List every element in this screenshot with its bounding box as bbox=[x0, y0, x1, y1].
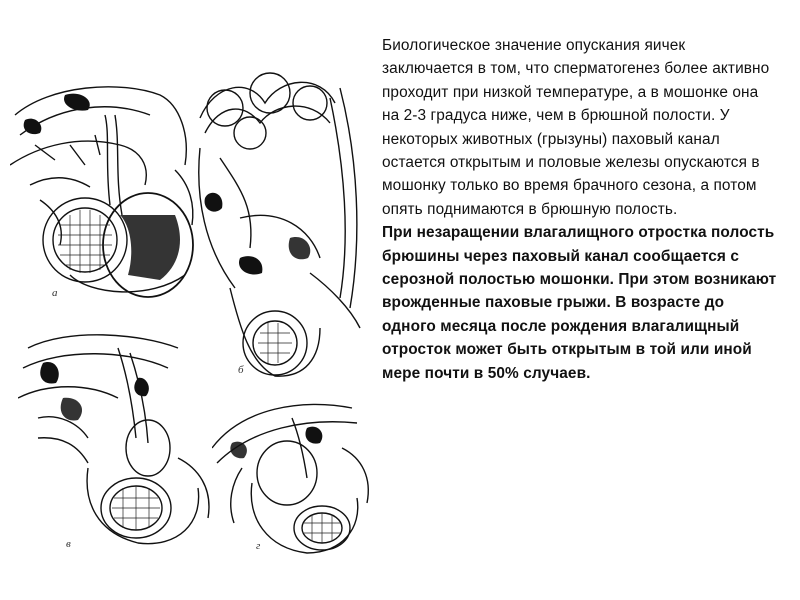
figure-label-c: в bbox=[66, 538, 71, 550]
figure-label-d: г bbox=[256, 540, 261, 552]
illustration-a bbox=[10, 75, 200, 300]
figure-label-a: а bbox=[52, 287, 58, 299]
illustration-c bbox=[18, 328, 218, 553]
paragraph-hernia: При незаращении влагалищного отростка полость брюшины через паховый канал сообщается с серозной полостью мошонки. При этом возникают врожденные паховые грыжи. В возрасте до одного месяца после рождения влагалищный отросток может быть открытым в той или иной мере почти в 50% случаев. bbox=[382, 224, 777, 382]
anatomical-illustrations bbox=[0, 0, 375, 600]
illustration-d bbox=[212, 388, 377, 558]
body-text bbox=[382, 34, 777, 385]
paragraph-biological-significance: Биологическое значение опускания яичек заключается в том, что сперматогенез более активно проходит при низкой температуре, а в мошонке она на 2-3 градуса ниже, чем в брюшной полости. У некоторых животных (грызуны) паховый канал остается открытым и половые железы опускаются в мошонку только во время брачного сезона, а потом опять поднимаются в брюшную полость. bbox=[382, 37, 770, 218]
figure-label-b: б bbox=[238, 364, 244, 376]
